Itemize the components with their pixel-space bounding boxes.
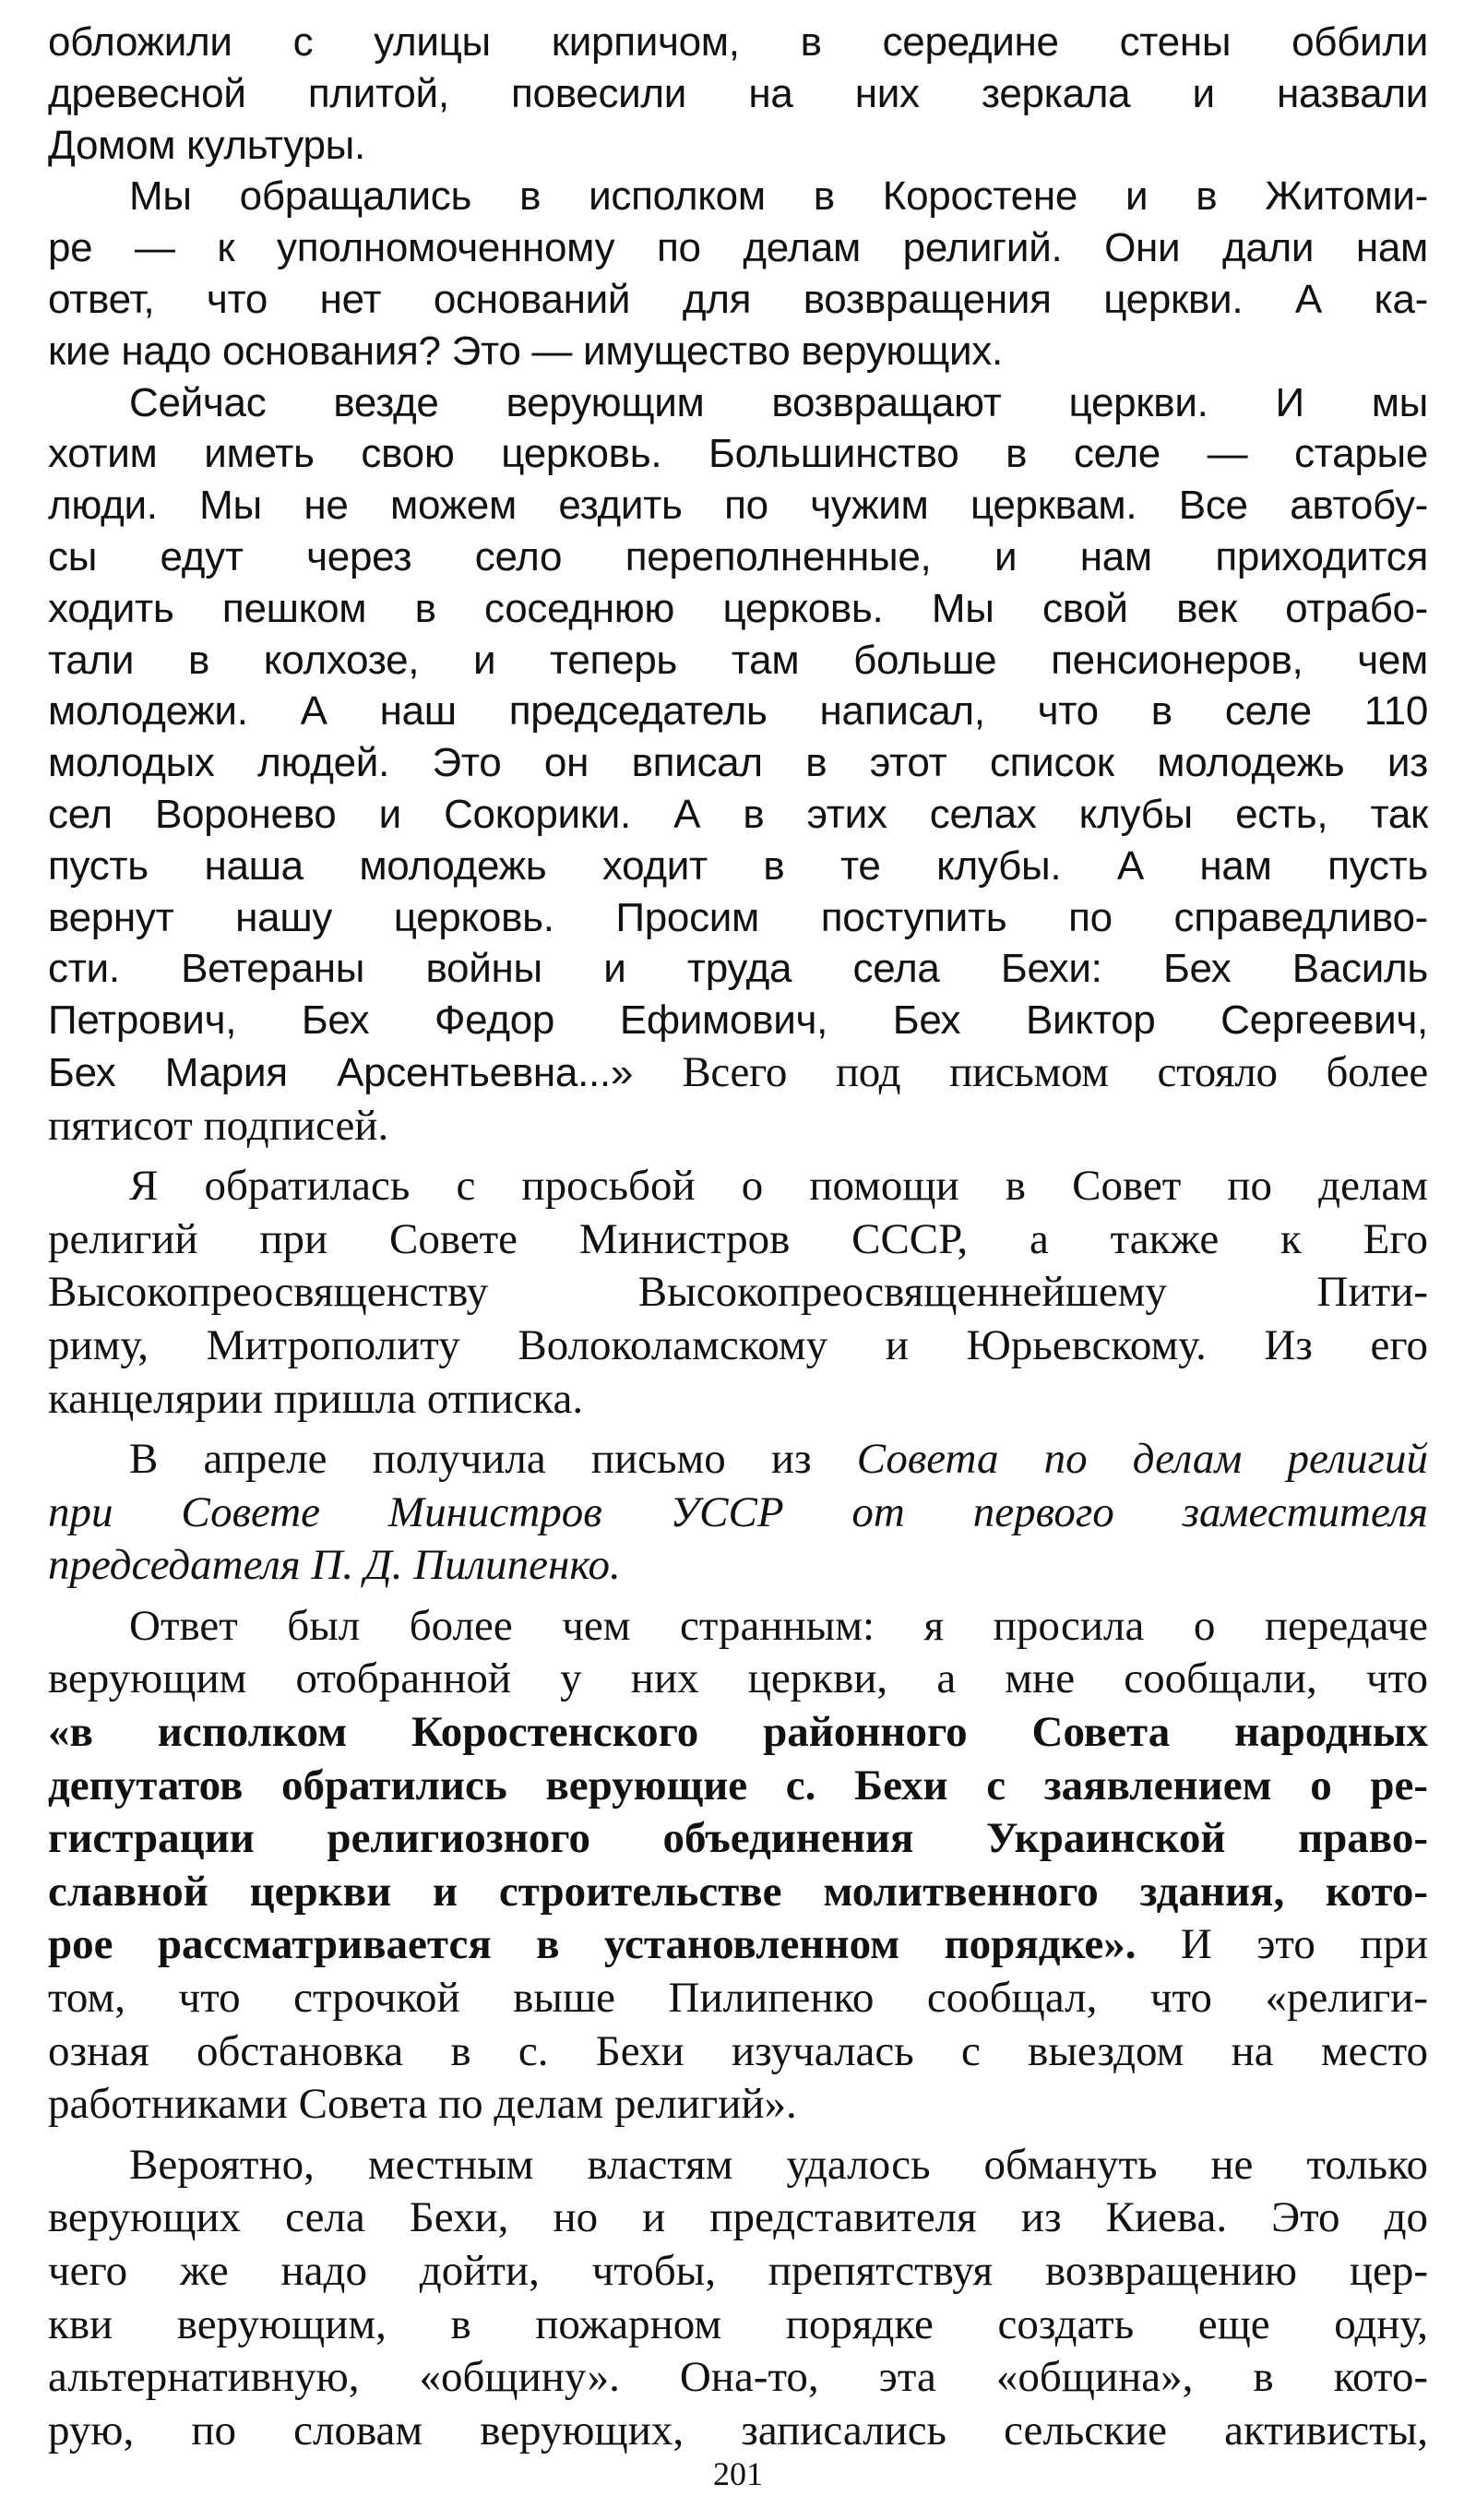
narrative-text: Всего под письмом стояло более [682, 1047, 1428, 1096]
text-line: ответ, что нет оснований для возвращения церкви. А ка- [48, 276, 1428, 322]
text-line: пусть наша молодежь ходит в те клубы. А нам пусть [48, 842, 1428, 889]
plain-text: В апреле получила письмо из [129, 1435, 812, 1484]
text-line: верующим отобранной у них церкви, а мне сообщали, что [48, 1654, 1428, 1703]
bold-text-line: славной церкви и строительстве молитвенного здания, кото- [48, 1867, 1428, 1916]
text-line: озная обстановка в с. Бехи изучалась с выездом на место [48, 2026, 1428, 2075]
text-line: рую, по словам верующих, записались сельские активисты, [48, 2406, 1428, 2454]
text-line: работниками Совета по делам религий». [48, 2080, 797, 2129]
text-line: том, что строчкой выше Пилипенко сообщал, что «религи- [48, 1974, 1428, 2023]
italic-text-line: председателя П. Д. Пилипенко. [48, 1541, 621, 1590]
text-line: Я обратилась с просьбой о помощи в Совет по делам [129, 1162, 1428, 1211]
text-line: ре — к уполномоченному по делам религий. Они дали нам [48, 225, 1428, 271]
italic-text-line: при Совете Министров УССР от первого заместителя [48, 1487, 1428, 1536]
bold-text-line: гистрации религиозного объединения Украинской право- [48, 1814, 1428, 1863]
text-line: сел Воронево и Сокорики. А в этих селах клубы есть, так [48, 791, 1428, 837]
italic-text: Совета по делам религий [856, 1435, 1428, 1484]
text-line: древесной плитой, повесили на них зеркала и назвали [48, 70, 1428, 116]
text-line: тали в колхозе, и теперь там больше пенсионеров, чем [48, 637, 1428, 683]
letter-signature-end: Бех Мария Арсентьевна...» [48, 1049, 634, 1095]
text-line: Мы обращались в исполком в Коростене и в Житоми- [129, 173, 1428, 220]
text-line: вернут нашу церковь. Просим поступить по справедливо- [48, 894, 1428, 940]
text-line: Домом культуры. [48, 122, 365, 168]
mixed-text-line [48, 1918, 1428, 1972]
text-line: чего же надо дойти, чтобы, препятствуя возвращению цер- [48, 2247, 1428, 2295]
bold-text-line: «в исполком Коростенского районного Совета народных [48, 1708, 1428, 1757]
text-line: хотим иметь свою церковь. Большинство в селе — старые [48, 431, 1428, 477]
text-line: верующих села Бехи, но и представителя из Киева. Это до [48, 2193, 1428, 2242]
page-number: 201 [713, 2455, 763, 2492]
text-line: Высокопреосвященству Высокопреосвященнейшему Пити- [48, 1268, 1428, 1317]
text-line: Ответ был более чем странным: я просила о передаче [129, 1601, 1428, 1650]
text-line: Сейчас везде верующим возвращают церкви. И мы [129, 379, 1428, 425]
text-line: обложили с улицы кирпичом, в середине стены оббили [48, 19, 1428, 65]
text-line [48, 1433, 1428, 1487]
text-line: ходить пешком в соседнюю церковь. Мы свой век отрабо- [48, 585, 1428, 631]
text-line: альтернативную, «общину». Она-то, эта «община», в кото- [48, 2353, 1428, 2402]
text-line: молодежи. А наш председатель написал, что в селе 110 [48, 688, 1428, 735]
text-line: сы едут через село переполненные, и нам приходится [48, 533, 1428, 579]
text-line: риму, Митрополиту Волоколамскому и Юрьевскому. Из его [48, 1320, 1428, 1369]
text-line: канцелярии пришла отписка. [48, 1374, 584, 1423]
bold-text: рое рассматривается в установленном порядке». [48, 1920, 1137, 1969]
plain-text: И это при [1180, 1920, 1428, 1969]
page-body [48, 17, 1428, 2457]
text-line: Петрович, Бех Федор Ефимович, Бех Виктор Сергеевич, [48, 997, 1428, 1044]
text-line: молодых людей. Это он вписал в этот список молодежь из [48, 740, 1428, 786]
text-line: Вероятно, местным властям удалось обмануть не только [129, 2140, 1428, 2189]
text-line: пятисот подписей. [48, 1101, 389, 1150]
bold-text-line: депутатов обратились верующие с. Бехи с заявлением о ре- [48, 1761, 1428, 1809]
text-line: кие надо основания? Это — имущество верующих. [48, 328, 1003, 374]
text-line: кви верующим, в пожарном порядке создать еще одну, [48, 2299, 1428, 2348]
text-line: люди. Мы не можем ездить по чужим церквам. Все автобу- [48, 483, 1428, 529]
narrative [48, 1100, 1428, 2458]
mixed-text-line [48, 1046, 1428, 1100]
letter-quote [48, 17, 1428, 1100]
text-line: сти. Ветераны войны и труда села Бехи: Бех Василь [48, 946, 1428, 992]
text-line: религий при Совете Министров СССР, а также к Его [48, 1214, 1428, 1263]
